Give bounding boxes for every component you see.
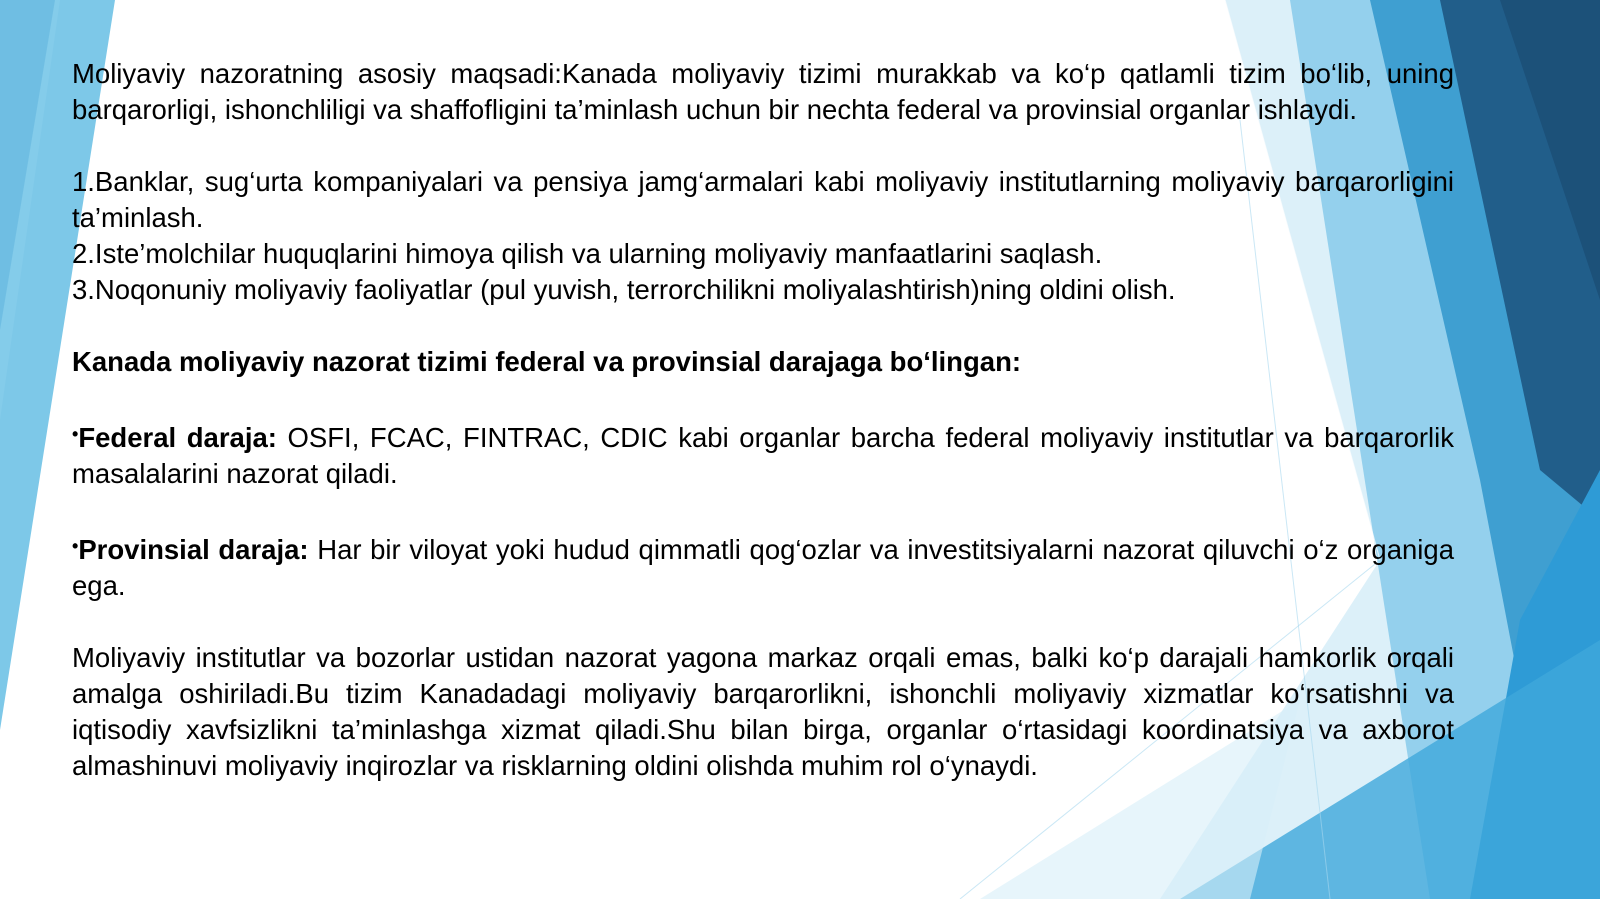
spacer xyxy=(72,380,1454,416)
goal-item-2: 2.Iste’molchilar huquqlarini himoya qilish va ularning moliyaviy manfaatlarini saqlash. xyxy=(72,238,1103,269)
bullet-icon: • xyxy=(72,536,79,556)
intro-paragraph: Moliyaviy nazoratning asosiy maqsadi:Kanada moliyaviy tizimi murakkab va ko‘p qatlamli tizim bo‘lib, uning barqarorligi, ishonchliligi va shaffofligini ta’minlash uchun bir nechta federal va provinsial organlar ishlaydi. xyxy=(72,58,1454,125)
structure-heading: Kanada moliyaviy nazorat tizimi federal va provinsial darajaga bo‘lingan: xyxy=(72,346,1022,377)
level-label: Provinsial daraja: xyxy=(78,534,309,565)
goal-item-3: 3.Noqonuniy moliyaviy faoliyatlar (pul yuvish, terrorchilikni moliyalashtirish)ning oldini olish. xyxy=(72,274,1176,305)
slide-content xyxy=(72,56,1454,784)
level-item-provincial xyxy=(72,528,1454,604)
spacer xyxy=(72,604,1454,640)
conclusion-paragraph: Moliyaviy institutlar va bozorlar ustidan nazorat yagona markaz orqali emas, balki ko‘p darajali hamkorlik orqali amalga oshiriladi.Bu tizim Kanadadagi moliyaviy barqarorlikni, ishonchli moliyaviy xizmatlar ko‘rsatishni va iqtisodiy xavfsizlikni ta’minlashga xizmat qiladi.Shu bilan birga, organlar o‘rtasidagi koordinatsiya va axborot almashinuvi moliyaviy inqirozlar va risklarning oldini olishda muhim rol o‘ynaydi. xyxy=(72,642,1454,781)
level-description: Har bir viloyat yoki hudud qimmatli qog‘ozlar va investitsiyalarni nazorat qiluvchi o‘z organiga ega. xyxy=(72,534,1455,601)
goal-item-1: 1.Banklar, sug‘urta kompaniyalari va pensiya jamg‘armalari kabi moliyaviy institutlarning moliyaviy barqarorligini ta’minlash. xyxy=(72,166,1454,233)
level-label: Federal daraja: xyxy=(78,422,277,453)
spacer xyxy=(72,308,1454,344)
level-item-federal xyxy=(72,416,1454,492)
spacer xyxy=(72,492,1454,528)
spacer xyxy=(72,128,1454,164)
level-description: OSFI, FCAC, FINTRAC, CDIC kabi organlar barcha federal moliyaviy institutlar va barqarorlik masalalarini nazorat qiladi. xyxy=(72,422,1454,489)
bullet-icon: • xyxy=(72,424,79,444)
